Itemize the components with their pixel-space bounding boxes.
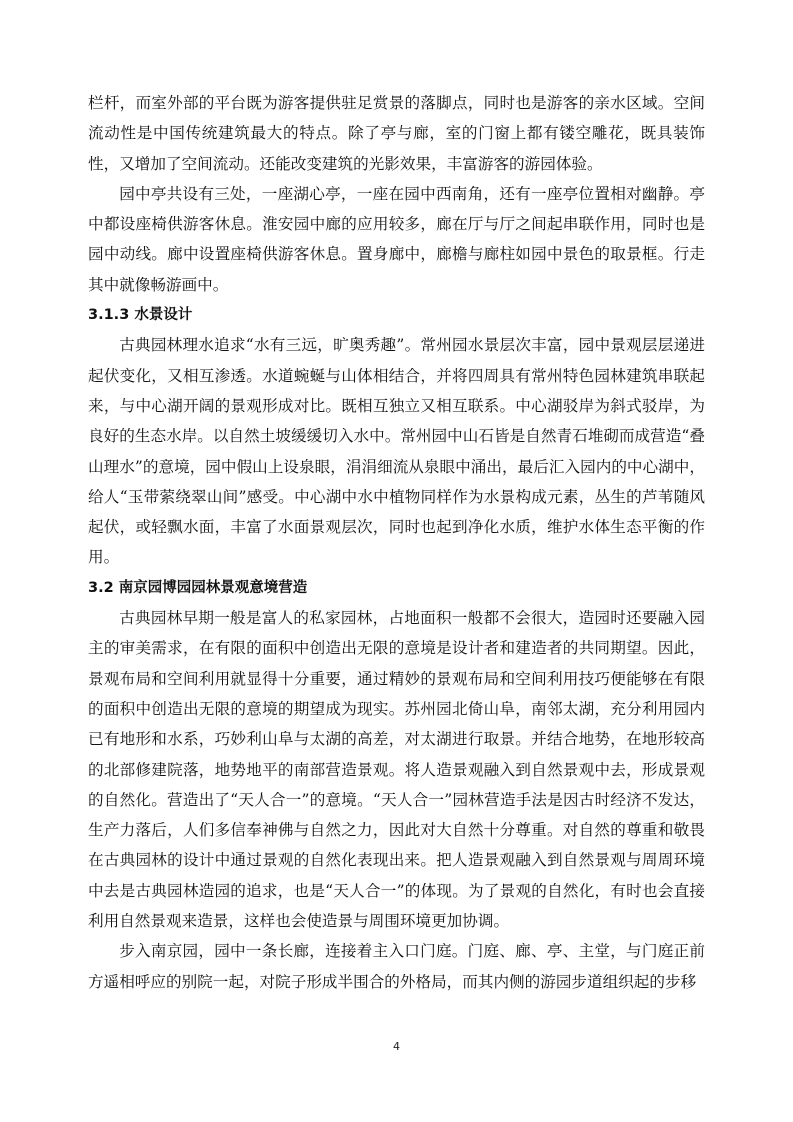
- page-body: [88, 88, 705, 997]
- paragraph-water-design: 古典园林理水追求“水有三远，旷奥秀趣”。常州园水景层次丰富，园中景观层层递进起伏变化，又相互渗透。水道蜿蜒与山体相结合，并将四周具有常州特色园林建筑串联起来，与中心湖开阔的景观形成对比。既相互独立又相互联系。中心湖驳岸为斜式驳岸，为良好的生态水岸。以自然土坡缓缓切入水中。常州园中山石皆是自然青石堆砌而成营造“叠山理水”的意境，园中假山上设泉眼，涓涓细流从泉眼中涌出，最后汇入园内的中心湖中，给人“玉带萦绕翠山间”感受。中心湖中水中植物同样作为水景构成元素，丛生的芦苇随风起伏，或轻飘水面，丰富了水面景观层次，同时也起到净化水质，维护水体生态平衡的作用。: [88, 336, 705, 567]
- section-heading-nanjing: 3.2 南京园博园园林景观意境营造: [88, 579, 308, 596]
- paragraph-pavilions: 园中亭共设有三处，一座湖心亭，一座在园中西南角，还有一座亭位置相对幽静。亭中都设座椅供游客休息。淮安园中廊的应用较多，廊在厅与厅之间起串联作用，同时也是园中动线。廊中设置座椅供游客休息。置身廊中，廊檐与廊柱如园中景色的取景框。行走其中就像畅游画中。: [88, 184, 705, 294]
- paragraph-nanjing-garden: 步入南京园，园中一条长廊，连接着主入口门庭。门庭、廊、亭、主堂，与门庭正前方遥相呼应的别院一起，对院子形成半围合的外格局，而其内侧的游园步道组织起的步移: [88, 942, 705, 991]
- paragraph-classical-gardens: 古典园林早期一般是富人的私家园林，占地面积一般都不会很大，造园时还要融入园主的审美需求，在有限的面积中创造出无限的意境是设计者和建造者的共同期望。因此，景观布局和空间利用就显得十分重要，通过精妙的景观布局和空间利用技巧便能够在有限的面积中创造出无限的意境的期望成为现实。苏州园北倚山阜，南邻太湖，充分利用园内已有地形和水系，巧妙利山阜与太湖的高差，对太湖进行取景。并结合地势，在地形较高的北部修建院落，地势地平的南部营造景观。将人造景观融入到自然景观中去，形成景观的自然化。营造出了“天人合一”的意境。“天人合一”园林营造手法是因古时经济不发达，生产力落后，人们多信奉神佛与自然之力，因此对大自然十分尊重。对自然的尊重和敬畏在古典园林的设计中通过景观的自然化表现出来。把人造景观融入到自然景观与周周环境中去是古典园林造园的追求，也是“天人合一”的体现。为了景观的自然化，有时也会直接利用自然景观来造景，这样也会使造景与周围环境更加协调。: [88, 609, 705, 931]
- paragraph-continued: 栏杆，而室外部的平台既为游客提供驻足赏景的落脚点，同时也是游客的亲水区域。空间流动性是中国传统建筑最大的特点。除了亭与廊，室的门窗上都有镂空雕花，既具装饰性，又增加了空间流动。还能改变建筑的光影效果，丰富游客的游园体验。: [88, 94, 705, 173]
- page-number: 4: [393, 1040, 400, 1053]
- section-heading-water-design: 3.1.3 水景设计: [88, 307, 193, 324]
